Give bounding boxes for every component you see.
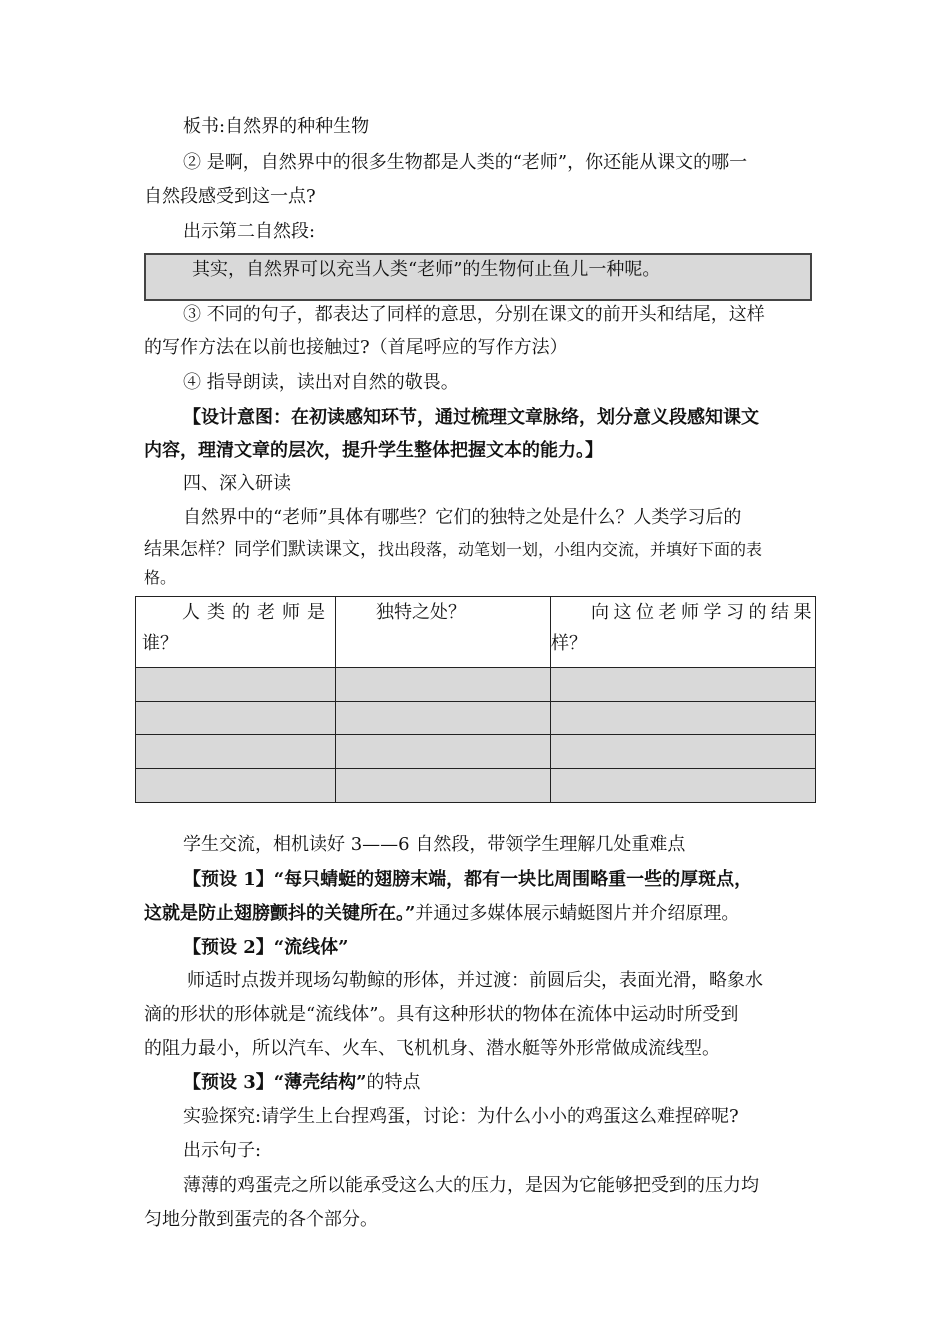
paragraph: 师适时点拨并现场勾勒鲸的形体，并过渡：前圆后尖，表面光滑，略象水	[187, 970, 763, 991]
table-row	[136, 769, 816, 803]
table-cell[interactable]	[136, 735, 336, 769]
paragraph: 匀地分散到蛋壳的各个部分。	[144, 1209, 378, 1230]
quoted-text: 其实，自然界可以充当人类“老师”的生物何止鱼儿一种呢。	[192, 259, 661, 280]
header-text: 人类的老师是	[182, 602, 332, 623]
fill-in-table	[135, 596, 816, 803]
table-cell[interactable]	[336, 769, 551, 803]
paragraph: 薄薄的鸡蛋壳之所以能承受这么大的压力，是因为它能够把受到的压力均	[183, 1175, 759, 1196]
paragraph: ④ 指导朗读，读出对自然的敬畏。	[183, 372, 459, 393]
table-row	[136, 701, 816, 735]
paragraph	[144, 903, 739, 925]
paragraph: 的阻力最小，所以汽车、火车、飞机机身、潜水艇等外形常做成流线型。	[144, 1038, 720, 1059]
paragraph	[144, 539, 762, 561]
header-text: 样？	[551, 633, 587, 654]
header-text: 向这位老师学习的结果	[591, 602, 816, 623]
table-cell[interactable]	[336, 667, 551, 701]
paragraph-part: 找出段落，动笔划一划，小组内交流，并填好下面的表	[378, 540, 763, 559]
paragraph: 自然段感受到这一点?	[144, 186, 316, 207]
paragraph	[183, 1072, 421, 1094]
paragraph: 实验探究:请学生上台捏鸡蛋，讨论：为什么小小的鸡蛋这么难捏碎呢?	[183, 1106, 739, 1127]
paragraph: 出示句子:	[183, 1140, 262, 1161]
table-header-cell	[136, 597, 336, 668]
table-header-row	[136, 597, 816, 668]
paragraph: ② 是啊，自然界中的很多生物都是人类的“老师”，你还能从课文的哪一	[183, 152, 748, 173]
quoted-text-box	[144, 253, 812, 301]
table-cell[interactable]	[336, 701, 551, 735]
paragraph: 出示第二自然段:	[183, 221, 316, 242]
table-header-cell	[551, 597, 816, 668]
paragraph: 学生交流，相机读好 3——6 自然段，带领学生理解几处重难点	[183, 834, 686, 855]
paragraph-part: 的特点	[366, 1072, 421, 1093]
table-cell[interactable]	[136, 769, 336, 803]
header-text: 独特之处？	[376, 602, 466, 623]
paragraph: 格。	[144, 568, 177, 587]
paragraph: 滴的形状的形体就是“流线体”。具有这种形状的物体在流体中运动时所受到	[144, 1004, 739, 1025]
paragraph: 的写作方法在以前也接触过?（首尾呼应的写作方法）	[144, 337, 568, 358]
preset-2: 【预设 2】“流线体”	[183, 937, 349, 958]
table-cell[interactable]	[551, 769, 816, 803]
table-header-cell	[336, 597, 551, 668]
header-text: 谁？	[142, 633, 178, 654]
paragraph: 板书:自然界的种种生物	[183, 116, 370, 137]
preset-3: 【预设 3】“薄壳结构”	[183, 1072, 367, 1093]
preset-1-bold: 这就是防止翅膀颤抖的关键所在。”	[144, 903, 416, 924]
paragraph-part: 结果怎样？同学们默读课文，	[144, 539, 378, 560]
design-intent: 内容，理清文章的层次，提升学生整体把握文本的能力。】	[144, 440, 603, 461]
table-row	[136, 667, 816, 701]
table-row	[136, 735, 816, 769]
paragraph-part: 并通过多媒体展示蜻蜓图片并介绍原理。	[415, 903, 740, 924]
section-heading: 四、深入研读	[183, 473, 291, 494]
table-cell[interactable]	[136, 701, 336, 735]
paragraph: 自然界中的“老师”具体有哪些？它们的独特之处是什么？人类学习后的	[183, 507, 742, 528]
paragraph: ③ 不同的句子，都表达了同样的意思，分别在课文的前开头和结尾，这样	[183, 304, 765, 325]
table-cell[interactable]	[551, 701, 816, 735]
design-intent: 【设计意图：在初读感知环节，通过梳理文章脉络，划分意义段感知课文	[183, 407, 759, 428]
preset-1: 【预设 1】“每只蜻蜓的翅膀末端，都有一块比周围略重一些的厚斑点，	[183, 869, 753, 890]
table-cell[interactable]	[551, 735, 816, 769]
table-cell[interactable]	[551, 667, 816, 701]
table-cell[interactable]	[136, 667, 336, 701]
table-cell[interactable]	[336, 735, 551, 769]
